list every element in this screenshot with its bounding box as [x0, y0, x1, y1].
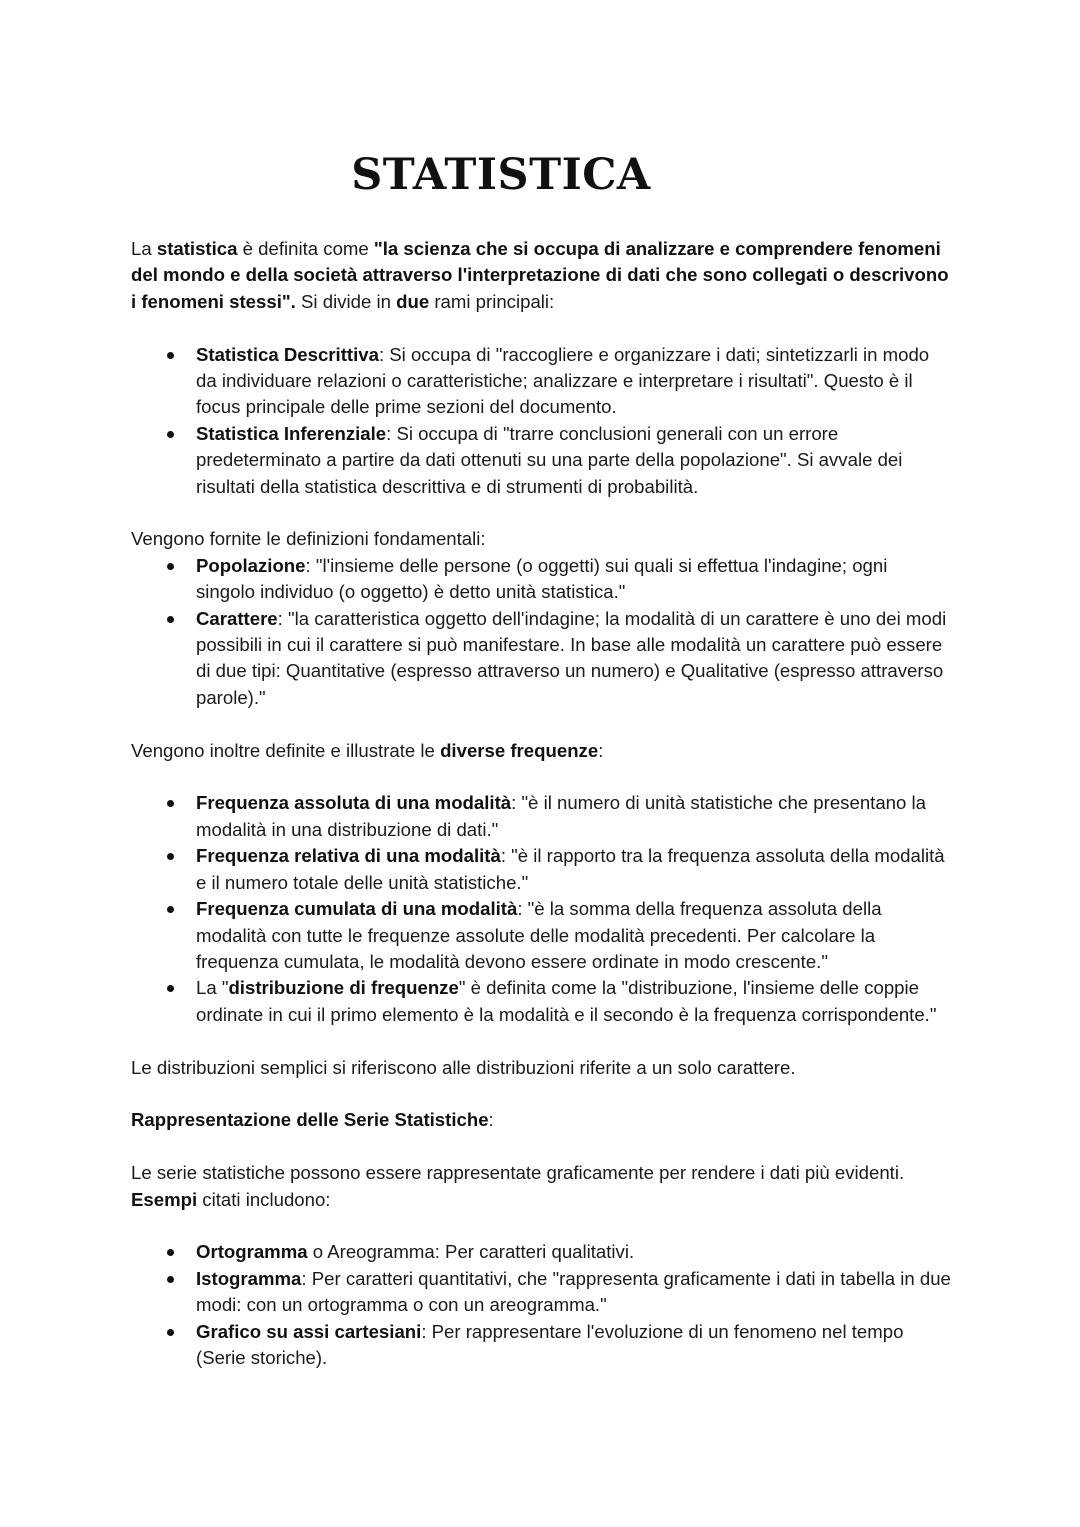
item-text: : "è la somma della frequenza assoluta della modalità con tutte le frequenze assolute delle modalità precedenti. Per calcolare la frequenza cumulata, le modalità devono essere ordinate in modo crescente." — [196, 898, 882, 972]
page-title: STATISTICA — [351, 150, 651, 200]
item-term: Ortogramma — [196, 1241, 308, 1263]
frequenze-intro-text: : — [598, 739, 604, 761]
item-term: Frequenza assoluta di una modalità — [196, 792, 512, 814]
item-term: Frequenza cumulata di una modalità — [196, 898, 518, 920]
item-text: " è definita come la "distribuzione, l'insieme delle coppie ordinate in cui il primo elemento è la modalità e il secondo è la frequenza corrispondente." — [196, 977, 937, 1025]
item-text: : "la caratteristica oggetto dell'indagine; la modalità di un carattere è uno dei modi possibili in cui il carattere si può manifestare. In base alle modalità un carattere può essere di due tipi: Quantitative (espresso attraverso un numero) e Qualitative (espresso attraverso parole)." — [196, 607, 947, 708]
list-item — [196, 606, 951, 712]
spacer — [131, 1081, 951, 1107]
item-text: : Si occupa di "raccogliere e organizzare i dati; sintetizzarli in modo da individuare relazioni o caratteristiche; analizzare e interpretare i risultati". Questo è il focus principale delle prime sezioni del documento. — [196, 343, 930, 418]
rappresentazione-intro — [131, 1160, 951, 1213]
item-text: o Areogramma: Per caratteri qualitativi. — [307, 1241, 635, 1263]
item-text: : Si occupa di "trarre conclusioni generali con un errore predeterminato a partire da dati ottenuti su una parte della popolazione". Si avvale dei risultati della statistica descrittiva e di strumenti di probabilità. — [196, 422, 903, 497]
item-term: Istogramma — [196, 1267, 302, 1289]
list-item — [196, 975, 951, 1028]
item-term: Popolazione — [196, 554, 306, 576]
spacer — [131, 315, 951, 341]
intro-bold: statistica — [156, 238, 238, 259]
section-heading-colon: : — [488, 1109, 494, 1131]
list-item — [196, 896, 951, 975]
item-prefix: La " — [196, 977, 229, 999]
document-body — [131, 236, 951, 1371]
intro-text: è definita come — [237, 238, 374, 259]
rami-list — [131, 342, 951, 500]
spacer — [131, 500, 951, 526]
frequenze-intro — [131, 738, 951, 764]
frequenze-intro-bold: diverse frequenze — [440, 739, 599, 761]
spacer — [131, 764, 951, 790]
item-text: : "l'insieme delle persone (o oggetti) sui quali si effettua l'indagine; ogni singolo individuo (o oggetto) è detto unità statistica." — [196, 554, 888, 603]
list-item — [196, 553, 951, 606]
frequenze-intro-text: Vengono inoltre definite e illustrate le — [131, 739, 441, 761]
item-term: distribuzione di frequenze — [228, 977, 459, 999]
intro-paragraph — [131, 236, 951, 315]
definizioni-list — [131, 553, 951, 711]
list-item — [196, 1266, 951, 1319]
item-text: : Per rappresentare l'evoluzione di un fenomeno nel tempo (Serie storiche). — [196, 1320, 904, 1368]
item-term: Statistica Inferenziale — [196, 422, 387, 444]
spacer — [131, 1213, 951, 1239]
list-item — [196, 1319, 951, 1372]
item-text: : "è il rapporto tra la frequenza assoluta della modalità e il numero totale delle unità statistiche." — [196, 845, 945, 893]
section-heading-text: Rappresentazione delle Serie Statistiche — [131, 1109, 489, 1131]
list-item — [196, 843, 951, 896]
intro-text: rami principali: — [429, 290, 555, 312]
rappresentazione-bold: Esempi — [131, 1188, 198, 1210]
item-text: : "è il numero di unità statistiche che presentano la modalità in una distribuzione di dati." — [196, 792, 926, 840]
intro-bold: due — [396, 290, 430, 312]
list-item — [196, 790, 951, 843]
intro-text: La — [131, 238, 157, 259]
definizioni-intro: Vengono fornite le definizioni fondamentali: — [131, 528, 486, 550]
item-term: Frequenza relativa di una modalità — [196, 845, 501, 867]
intro-definition: "la scienza che si occupa di analizzare e comprendere fenomeni del mondo e della società attraverso l'interpretazione di dati che sono collegati o descrivono i fenomeni stessi". — [131, 238, 949, 312]
item-term: Carattere — [196, 607, 278, 629]
item-text: : Per caratteri quantitativi, che "rappresenta graficamente i dati in tabella in due modi: con un ortogramma o con un areogramma." — [196, 1267, 951, 1316]
distribuzioni-semplici: Le distribuzioni semplici si riferiscono alle distribuzioni riferite a un solo carattere. — [131, 1056, 796, 1078]
spacer — [131, 711, 951, 737]
intro-text: Si divide in — [295, 290, 397, 312]
spacer — [131, 1134, 951, 1160]
item-term: Grafico su assi cartesiani — [196, 1320, 422, 1342]
rappresentazione-text: citati includono: — [197, 1188, 331, 1210]
rappresentazione-text: Le serie statistiche possono essere rappresentate graficamente per rendere i dati più evidenti. — [131, 1162, 905, 1184]
list-item — [196, 1239, 951, 1265]
section-heading — [131, 1107, 951, 1133]
list-item — [196, 342, 951, 421]
frequenze-list — [131, 790, 951, 1028]
list-item — [196, 421, 951, 500]
spacer — [131, 1028, 951, 1054]
esempi-list — [131, 1239, 951, 1371]
item-term: Statistica Descrittiva — [196, 343, 379, 365]
